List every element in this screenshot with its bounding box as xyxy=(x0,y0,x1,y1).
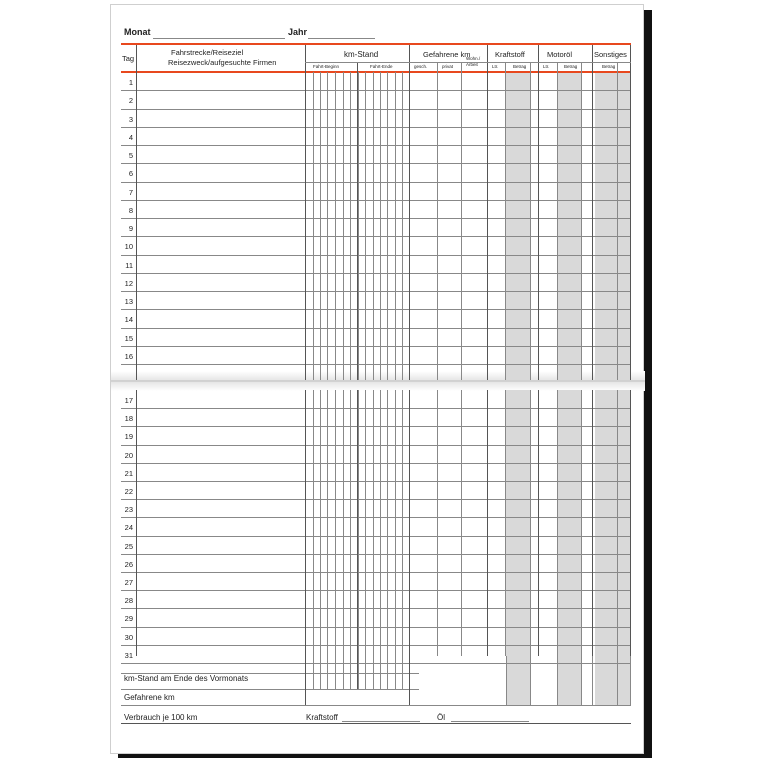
col-km-end: Fahrt-Ende xyxy=(370,64,393,69)
footer-col-divider xyxy=(557,656,558,705)
col-divider-fuel xyxy=(538,390,539,656)
km-digit-divider xyxy=(343,390,344,656)
day-number: 11 xyxy=(125,260,133,270)
day-number: 19 xyxy=(124,432,133,442)
consumption-label: Verbrauch je 100 km xyxy=(124,713,198,722)
col-route-line2: Reisezweck/aufgesuchte Firmen xyxy=(168,58,277,67)
table-row-line xyxy=(121,364,631,365)
km-digit-divider xyxy=(402,72,403,380)
sub-col-divider xyxy=(530,63,531,380)
day-number: 2 xyxy=(128,96,133,106)
sub-col-divider xyxy=(530,390,531,656)
col-day: Tag xyxy=(122,54,135,63)
footer-col-divider xyxy=(409,656,410,705)
sub-col-divider xyxy=(557,63,558,380)
col-fuel-amount: Betrag xyxy=(513,64,527,69)
km-digit-divider xyxy=(327,72,328,380)
footer-bottom-line xyxy=(305,705,631,706)
day-number: 20 xyxy=(124,450,133,460)
col-fuel: Kraftstoff xyxy=(495,50,525,59)
col-other: Sonstiges xyxy=(594,50,627,59)
day-number: 7 xyxy=(128,187,133,197)
km-digit-divider xyxy=(380,390,381,656)
footer-km-divider xyxy=(357,656,358,689)
footer-col-divider xyxy=(617,656,618,705)
footer-km-digit-divider xyxy=(313,656,314,689)
col-engine-oil: Motoröl xyxy=(547,50,573,59)
footer-col-divider xyxy=(530,656,531,705)
sub-col-divider xyxy=(461,63,462,380)
km-digit-divider xyxy=(395,390,396,656)
km-digit-divider xyxy=(350,390,351,656)
footer-km-digit-divider xyxy=(350,656,351,689)
km-digit-divider xyxy=(365,72,366,380)
day-number: 17 xyxy=(124,396,133,405)
sub-col-divider xyxy=(437,63,438,380)
footer-col-divider xyxy=(506,656,507,705)
km-digit-divider xyxy=(402,390,403,656)
footer-km-digit-divider xyxy=(402,656,403,689)
col-oil-liters: Ltr. xyxy=(543,64,550,69)
col-divider-day xyxy=(136,45,137,380)
fuel-consumption-field[interactable] xyxy=(342,721,420,722)
day-number: 16 xyxy=(124,351,133,361)
day-number: 31 xyxy=(124,650,133,660)
day-number: 10 xyxy=(124,242,133,252)
km-digit-divider xyxy=(327,390,328,656)
logbook-form-page xyxy=(110,4,644,754)
year-label: Jahr xyxy=(288,27,308,37)
col-driven-km: Gefahrene km xyxy=(423,50,471,59)
km-digit-divider xyxy=(387,390,388,656)
col-commute-line1: Wohn./ xyxy=(466,56,481,61)
day-number: 30 xyxy=(124,632,133,642)
month-label: Monat xyxy=(124,27,151,37)
day-number: 27 xyxy=(124,578,133,587)
km-digit-divider xyxy=(313,390,314,656)
previous-month-km-label: km-Stand am Ende des Vormonats xyxy=(124,674,249,683)
day-number: 23 xyxy=(124,505,133,515)
day-number: 29 xyxy=(124,614,133,624)
day-number: 13 xyxy=(124,297,133,306)
day-number: 14 xyxy=(124,315,133,325)
col-divider-driven xyxy=(487,45,488,380)
km-digit-divider xyxy=(313,72,314,380)
col-divider-driven xyxy=(487,390,488,656)
day-number: 4 xyxy=(128,132,133,142)
col-divider-kmstand xyxy=(409,45,410,380)
day-number: 3 xyxy=(128,114,133,124)
footer-km-digit-divider xyxy=(387,656,388,689)
footer-col-divider xyxy=(581,656,582,705)
km-digit-divider xyxy=(373,72,374,380)
col-divider-day xyxy=(136,390,137,656)
km-digit-divider xyxy=(335,72,336,380)
footer-km-digit-divider xyxy=(343,656,344,689)
day-number: 25 xyxy=(124,541,133,551)
day-number: 15 xyxy=(124,333,133,343)
day-number: 6 xyxy=(128,169,133,179)
km-start-end-divider xyxy=(357,390,358,656)
col-commute-line2: Arbeit xyxy=(466,62,478,67)
footer-col-divider xyxy=(592,656,593,705)
day-number: 8 xyxy=(128,205,133,215)
day-number: 28 xyxy=(124,596,133,606)
sub-col-divider xyxy=(461,390,462,656)
km-digit-divider xyxy=(358,390,359,656)
col-fuel-liters: Ltr. xyxy=(492,64,499,69)
footer-km-digit-divider xyxy=(380,656,381,689)
day-number: 21 xyxy=(124,468,133,478)
col-other-amount: Betrag xyxy=(602,64,616,69)
day-number: 1 xyxy=(128,78,133,87)
footer-km-digit-divider xyxy=(395,656,396,689)
footer-col-divider xyxy=(630,656,631,705)
oil-consumption-label: Öl xyxy=(437,713,445,722)
km-digit-divider xyxy=(395,72,396,380)
year-field[interactable] xyxy=(308,38,375,39)
footer-km-digit-divider xyxy=(373,656,374,689)
col-divider-oil xyxy=(592,390,593,656)
day-number: 26 xyxy=(124,559,133,569)
km-digit-divider xyxy=(350,72,351,380)
col-divider-other xyxy=(630,390,631,656)
km-start-end-divider xyxy=(357,63,358,380)
col-route-line1: Fahrstrecke/Reiseziel xyxy=(171,48,244,57)
col-divider-fuel xyxy=(538,45,539,380)
sub-col-divider xyxy=(557,390,558,656)
footer-km-digit-divider xyxy=(335,656,336,689)
day-number: 5 xyxy=(128,151,133,160)
fuel-consumption-label: Kraftstoff xyxy=(306,713,338,722)
km-digit-divider xyxy=(365,390,366,656)
footer-km-digit-divider xyxy=(320,656,321,689)
col-divider-oil xyxy=(592,45,593,380)
oil-consumption-field[interactable] xyxy=(451,721,529,722)
col-divider-kmstand xyxy=(409,390,410,656)
driven-km-label: Gefahrene km xyxy=(124,693,175,702)
km-digit-divider xyxy=(387,72,388,380)
sub-col-divider xyxy=(581,63,582,380)
km-digit-divider xyxy=(373,390,374,656)
footer-km-digit-divider xyxy=(358,656,359,689)
sub-col-divider xyxy=(505,390,506,656)
km-digit-divider xyxy=(380,72,381,380)
month-field[interactable] xyxy=(153,38,285,39)
col-business: gesch. xyxy=(414,64,428,69)
sub-col-divider xyxy=(617,63,618,380)
day-number: 9 xyxy=(128,224,133,233)
col-divider-route xyxy=(305,45,306,380)
col-oil-amount: Betrag xyxy=(564,64,578,69)
day-number: 22 xyxy=(124,487,133,496)
km-digit-divider xyxy=(320,390,321,656)
sub-col-divider xyxy=(581,390,582,656)
col-km-stand: km-Stand xyxy=(344,50,379,59)
footer-bottom-rule xyxy=(121,723,631,724)
km-digit-divider xyxy=(320,72,321,380)
footer-row-line xyxy=(121,689,419,690)
subheader-line xyxy=(305,62,631,63)
footer-km-digit-divider xyxy=(327,656,328,689)
day-number: 12 xyxy=(124,278,133,288)
km-digit-divider xyxy=(335,390,336,656)
footer-km-digit-divider xyxy=(365,656,366,689)
sub-col-divider xyxy=(437,390,438,656)
col-private: privat xyxy=(442,64,454,69)
table-row-line xyxy=(121,663,631,664)
day-number: 18 xyxy=(124,414,133,424)
col-divider-route xyxy=(305,390,306,656)
sub-col-divider xyxy=(617,390,618,656)
km-digit-divider xyxy=(358,72,359,380)
day-number: 24 xyxy=(124,523,133,533)
header-top-rule xyxy=(121,43,631,45)
col-km-start: Fahrt-Beginn xyxy=(313,64,340,69)
col-divider-other xyxy=(630,45,631,380)
sub-col-divider xyxy=(505,63,506,380)
footer-col-divider xyxy=(305,656,306,705)
km-digit-divider xyxy=(343,72,344,380)
